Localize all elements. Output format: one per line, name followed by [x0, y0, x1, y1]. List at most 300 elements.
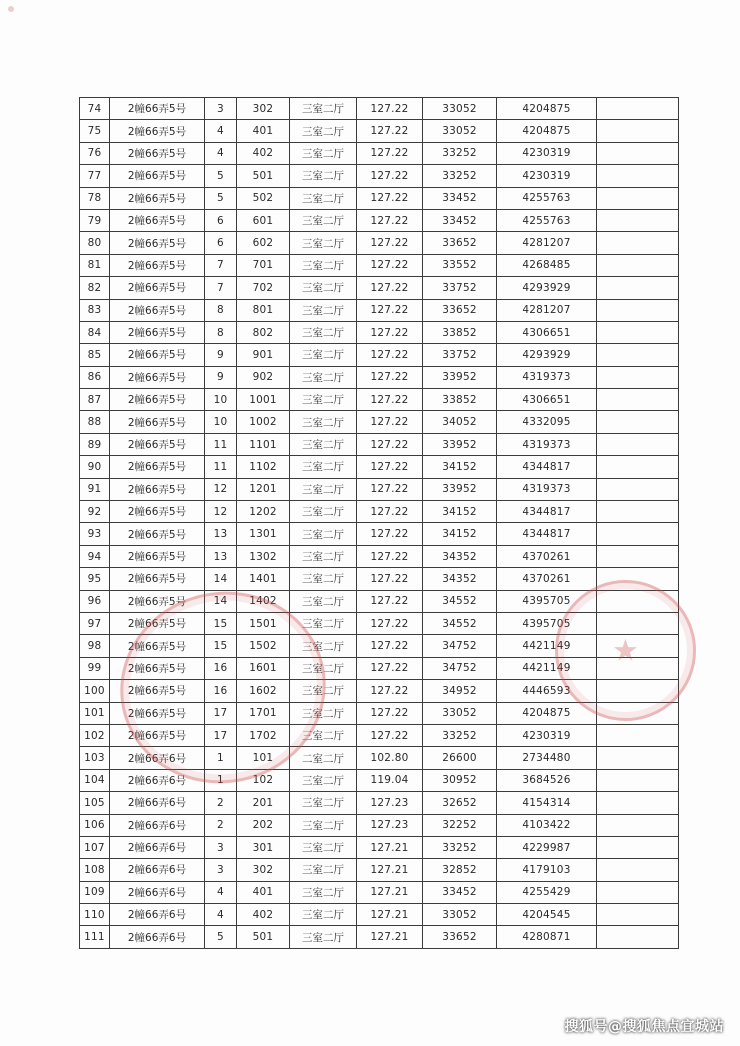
cell-remarks	[597, 635, 679, 657]
cell-room-number: 302	[237, 98, 290, 120]
cell-total-price: 4421149	[497, 635, 597, 657]
cell-row-number: 96	[80, 590, 110, 612]
cell-total-price: 3684526	[497, 769, 597, 791]
cell-building-address: 2幢66弄5号	[110, 680, 205, 702]
cell-unit-price: 34552	[423, 612, 497, 634]
cell-remarks	[597, 612, 679, 634]
table-row	[80, 411, 679, 433]
table-row	[80, 836, 679, 858]
cell-remarks	[597, 724, 679, 746]
table-row	[80, 277, 679, 299]
cell-room-number: 1302	[237, 545, 290, 567]
cell-building-address: 2幢66弄5号	[110, 209, 205, 231]
table-row	[80, 814, 679, 836]
cell-room-number: 1702	[237, 724, 290, 746]
cell-area: 127.21	[357, 881, 423, 903]
cell-remarks	[597, 232, 679, 254]
cell-remarks	[597, 769, 679, 791]
cell-total-price: 4154314	[497, 792, 597, 814]
cell-room-number: 1001	[237, 389, 290, 411]
cell-layout: 三室二厅	[290, 277, 357, 299]
cell-floor: 16	[205, 680, 237, 702]
table-row	[80, 724, 679, 746]
cell-room-number: 502	[237, 187, 290, 209]
cell-total-price: 4281207	[497, 232, 597, 254]
cell-remarks	[597, 344, 679, 366]
table-row	[80, 702, 679, 724]
table-row	[80, 456, 679, 478]
cell-layout: 三室二厅	[290, 702, 357, 724]
cell-layout: 三室二厅	[290, 98, 357, 120]
cell-floor: 6	[205, 232, 237, 254]
cell-remarks	[597, 277, 679, 299]
cell-remarks	[597, 456, 679, 478]
cell-layout: 三室二厅	[290, 836, 357, 858]
cell-room-number: 402	[237, 904, 290, 926]
cell-total-price: 2734480	[497, 747, 597, 769]
cell-layout: 三室二厅	[290, 433, 357, 455]
cell-remarks	[597, 142, 679, 164]
cell-row-number: 99	[80, 657, 110, 679]
cell-area: 127.23	[357, 792, 423, 814]
table-body	[80, 98, 679, 949]
table-row	[80, 680, 679, 702]
cell-remarks	[597, 859, 679, 881]
cell-row-number: 107	[80, 836, 110, 858]
cell-building-address: 2幢66弄6号	[110, 926, 205, 948]
cell-area: 127.22	[357, 501, 423, 523]
cell-floor: 11	[205, 456, 237, 478]
cell-layout: 三室二厅	[290, 344, 357, 366]
cell-total-price: 4395705	[497, 590, 597, 612]
cell-total-price: 4255763	[497, 209, 597, 231]
cell-building-address: 2幢66弄6号	[110, 836, 205, 858]
cell-floor: 8	[205, 299, 237, 321]
table-row	[80, 478, 679, 500]
cell-unit-price: 34152	[423, 523, 497, 545]
cell-unit-price: 33052	[423, 702, 497, 724]
cell-area: 127.22	[357, 389, 423, 411]
cell-building-address: 2幢66弄6号	[110, 747, 205, 769]
table-row	[80, 321, 679, 343]
cell-area: 127.22	[357, 568, 423, 590]
cell-layout: 三室二厅	[290, 254, 357, 276]
cell-total-price: 4204875	[497, 120, 597, 142]
cell-remarks	[597, 814, 679, 836]
cell-floor: 1	[205, 747, 237, 769]
cell-building-address: 2幢66弄5号	[110, 299, 205, 321]
cell-row-number: 80	[80, 232, 110, 254]
cell-room-number: 1402	[237, 590, 290, 612]
cell-layout: 三室二厅	[290, 769, 357, 791]
cell-layout: 三室二厅	[290, 456, 357, 478]
cell-floor: 17	[205, 702, 237, 724]
cell-building-address: 2幢66弄5号	[110, 389, 205, 411]
cell-layout: 三室二厅	[290, 545, 357, 567]
cell-area: 127.22	[357, 120, 423, 142]
cell-floor: 10	[205, 389, 237, 411]
cell-floor: 15	[205, 612, 237, 634]
cell-total-price: 4255763	[497, 187, 597, 209]
cell-row-number: 92	[80, 501, 110, 523]
table-row	[80, 344, 679, 366]
cell-area: 127.22	[357, 299, 423, 321]
cell-row-number: 88	[80, 411, 110, 433]
cell-layout: 三室二厅	[290, 926, 357, 948]
table-row	[80, 120, 679, 142]
cell-room-number: 1101	[237, 433, 290, 455]
cell-remarks	[597, 165, 679, 187]
cell-row-number: 110	[80, 904, 110, 926]
table-row	[80, 433, 679, 455]
cell-building-address: 2幢66弄5号	[110, 411, 205, 433]
cell-unit-price: 30952	[423, 769, 497, 791]
cell-room-number: 702	[237, 277, 290, 299]
cell-remarks	[597, 187, 679, 209]
cell-floor: 13	[205, 545, 237, 567]
cell-layout: 三室二厅	[290, 635, 357, 657]
cell-remarks	[597, 545, 679, 567]
cell-row-number: 85	[80, 344, 110, 366]
table-row	[80, 545, 679, 567]
cell-row-number: 91	[80, 478, 110, 500]
corner-speck	[8, 6, 14, 12]
cell-area: 127.22	[357, 411, 423, 433]
cell-area: 127.22	[357, 254, 423, 276]
cell-unit-price: 34752	[423, 657, 497, 679]
cell-floor: 5	[205, 187, 237, 209]
cell-total-price: 4255429	[497, 881, 597, 903]
cell-room-number: 1401	[237, 568, 290, 590]
cell-remarks	[597, 209, 679, 231]
cell-total-price: 4280871	[497, 926, 597, 948]
cell-room-number: 1201	[237, 478, 290, 500]
cell-row-number: 97	[80, 612, 110, 634]
cell-remarks	[597, 657, 679, 679]
cell-building-address: 2幢66弄5号	[110, 568, 205, 590]
cell-floor: 9	[205, 366, 237, 388]
cell-unit-price: 33952	[423, 433, 497, 455]
table-row	[80, 747, 679, 769]
cell-room-number: 1502	[237, 635, 290, 657]
cell-total-price: 4306651	[497, 389, 597, 411]
cell-total-price: 4319373	[497, 433, 597, 455]
table-row	[80, 232, 679, 254]
cell-room-number: 301	[237, 836, 290, 858]
table-row	[80, 389, 679, 411]
cell-row-number: 78	[80, 187, 110, 209]
cell-row-number: 111	[80, 926, 110, 948]
cell-building-address: 2幢66弄6号	[110, 859, 205, 881]
cell-unit-price: 32652	[423, 792, 497, 814]
cell-row-number: 103	[80, 747, 110, 769]
cell-floor: 5	[205, 165, 237, 187]
cell-area: 127.22	[357, 142, 423, 164]
cell-unit-price: 34952	[423, 680, 497, 702]
cell-layout: 三室二厅	[290, 366, 357, 388]
cell-building-address: 2幢66弄5号	[110, 724, 205, 746]
cell-unit-price: 33752	[423, 344, 497, 366]
cell-layout: 三室二厅	[290, 501, 357, 523]
cell-remarks	[597, 366, 679, 388]
cell-area: 127.22	[357, 523, 423, 545]
table-row	[80, 859, 679, 881]
cell-remarks	[597, 478, 679, 500]
cell-building-address: 2幢66弄5号	[110, 702, 205, 724]
cell-total-price: 4344817	[497, 456, 597, 478]
cell-room-number: 302	[237, 859, 290, 881]
cell-room-number: 602	[237, 232, 290, 254]
cell-unit-price: 32252	[423, 814, 497, 836]
cell-floor: 7	[205, 277, 237, 299]
cell-row-number: 98	[80, 635, 110, 657]
cell-room-number: 401	[237, 120, 290, 142]
cell-room-number: 101	[237, 747, 290, 769]
cell-total-price: 4344817	[497, 523, 597, 545]
cell-area: 119.04	[357, 769, 423, 791]
cell-floor: 9	[205, 344, 237, 366]
cell-row-number: 106	[80, 814, 110, 836]
cell-room-number: 501	[237, 926, 290, 948]
cell-layout: 三室二厅	[290, 232, 357, 254]
cell-remarks	[597, 590, 679, 612]
cell-row-number: 104	[80, 769, 110, 791]
cell-floor: 4	[205, 904, 237, 926]
cell-unit-price: 34152	[423, 501, 497, 523]
cell-layout: 三室二厅	[290, 120, 357, 142]
cell-area: 127.22	[357, 702, 423, 724]
table-row	[80, 187, 679, 209]
table-row	[80, 590, 679, 612]
cell-row-number: 86	[80, 366, 110, 388]
cell-building-address: 2幢66弄5号	[110, 501, 205, 523]
cell-row-number: 108	[80, 859, 110, 881]
cell-area: 127.22	[357, 232, 423, 254]
cell-remarks	[597, 747, 679, 769]
cell-area: 127.21	[357, 836, 423, 858]
cell-row-number: 77	[80, 165, 110, 187]
cell-area: 127.22	[357, 98, 423, 120]
cell-floor: 12	[205, 501, 237, 523]
cell-area: 127.22	[357, 209, 423, 231]
cell-unit-price: 34352	[423, 568, 497, 590]
cell-remarks	[597, 321, 679, 343]
cell-area: 127.21	[357, 859, 423, 881]
cell-remarks	[597, 680, 679, 702]
cell-unit-price: 33252	[423, 165, 497, 187]
table-row	[80, 254, 679, 276]
cell-room-number: 1202	[237, 501, 290, 523]
cell-building-address: 2幢66弄5号	[110, 590, 205, 612]
cell-row-number: 105	[80, 792, 110, 814]
cell-row-number: 89	[80, 433, 110, 455]
cell-building-address: 2幢66弄5号	[110, 456, 205, 478]
cell-layout: 三室二厅	[290, 165, 357, 187]
cell-total-price: 4446593	[497, 680, 597, 702]
cell-row-number: 84	[80, 321, 110, 343]
cell-room-number: 401	[237, 881, 290, 903]
cell-floor: 4	[205, 881, 237, 903]
cell-remarks	[597, 120, 679, 142]
cell-remarks	[597, 881, 679, 903]
cell-room-number: 501	[237, 165, 290, 187]
cell-area: 127.22	[357, 456, 423, 478]
table-row	[80, 769, 679, 791]
cell-building-address: 2幢66弄5号	[110, 433, 205, 455]
cell-building-address: 2幢66弄5号	[110, 612, 205, 634]
cell-building-address: 2幢66弄5号	[110, 478, 205, 500]
cell-unit-price: 33552	[423, 254, 497, 276]
cell-layout: 三室二厅	[290, 209, 357, 231]
cell-layout: 三室二厅	[290, 568, 357, 590]
cell-unit-price: 26600	[423, 747, 497, 769]
cell-floor: 3	[205, 836, 237, 858]
table-row	[80, 792, 679, 814]
cell-total-price: 4204875	[497, 98, 597, 120]
cell-total-price: 4204875	[497, 702, 597, 724]
cell-unit-price: 34752	[423, 635, 497, 657]
cell-floor: 5	[205, 926, 237, 948]
cell-room-number: 601	[237, 209, 290, 231]
cell-total-price: 4395705	[497, 612, 597, 634]
cell-building-address: 2幢66弄6号	[110, 881, 205, 903]
table-row	[80, 501, 679, 523]
cell-building-address: 2幢66弄5号	[110, 277, 205, 299]
cell-row-number: 90	[80, 456, 110, 478]
cell-total-price: 4319373	[497, 366, 597, 388]
cell-area: 127.22	[357, 545, 423, 567]
cell-layout: 三室二厅	[290, 657, 357, 679]
cell-building-address: 2幢66弄5号	[110, 187, 205, 209]
cell-unit-price: 34352	[423, 545, 497, 567]
cell-remarks	[597, 926, 679, 948]
cell-unit-price: 33652	[423, 299, 497, 321]
cell-layout: 三室二厅	[290, 590, 357, 612]
cell-remarks	[597, 792, 679, 814]
cell-building-address: 2幢66弄5号	[110, 523, 205, 545]
cell-layout: 三室二厅	[290, 881, 357, 903]
cell-room-number: 1002	[237, 411, 290, 433]
cell-area: 127.22	[357, 590, 423, 612]
table-row	[80, 904, 679, 926]
cell-floor: 3	[205, 859, 237, 881]
cell-room-number: 1301	[237, 523, 290, 545]
cell-layout: 三室二厅	[290, 478, 357, 500]
cell-floor: 4	[205, 120, 237, 142]
cell-area: 127.22	[357, 635, 423, 657]
cell-total-price: 4229987	[497, 836, 597, 858]
cell-room-number: 701	[237, 254, 290, 276]
cell-floor: 11	[205, 433, 237, 455]
cell-building-address: 2幢66弄5号	[110, 165, 205, 187]
cell-row-number: 79	[80, 209, 110, 231]
cell-floor: 14	[205, 568, 237, 590]
cell-remarks	[597, 501, 679, 523]
cell-unit-price: 33452	[423, 187, 497, 209]
cell-total-price: 4293929	[497, 277, 597, 299]
cell-floor: 6	[205, 209, 237, 231]
cell-unit-price: 32852	[423, 859, 497, 881]
cell-unit-price: 33952	[423, 478, 497, 500]
cell-total-price: 4230319	[497, 142, 597, 164]
cell-area: 127.22	[357, 321, 423, 343]
cell-unit-price: 33252	[423, 724, 497, 746]
cell-unit-price: 34552	[423, 590, 497, 612]
cell-building-address: 2幢66弄6号	[110, 792, 205, 814]
cell-unit-price: 33252	[423, 836, 497, 858]
cell-room-number: 1102	[237, 456, 290, 478]
cell-layout: 三室二厅	[290, 411, 357, 433]
table-row	[80, 657, 679, 679]
cell-building-address: 2幢66弄5号	[110, 232, 205, 254]
cell-unit-price: 33452	[423, 881, 497, 903]
cell-room-number: 1501	[237, 612, 290, 634]
cell-building-address: 2幢66弄5号	[110, 321, 205, 343]
cell-row-number: 94	[80, 545, 110, 567]
cell-remarks	[597, 836, 679, 858]
cell-layout: 三室二厅	[290, 724, 357, 746]
cell-unit-price: 33752	[423, 277, 497, 299]
table-row	[80, 366, 679, 388]
cell-unit-price: 33052	[423, 98, 497, 120]
cell-row-number: 74	[80, 98, 110, 120]
cell-floor: 4	[205, 142, 237, 164]
cell-area: 127.22	[357, 277, 423, 299]
cell-room-number: 201	[237, 792, 290, 814]
cell-layout: 三室二厅	[290, 321, 357, 343]
cell-area: 102.80	[357, 747, 423, 769]
cell-row-number: 87	[80, 389, 110, 411]
cell-unit-price: 34052	[423, 411, 497, 433]
cell-building-address: 2幢66弄6号	[110, 769, 205, 791]
table-row	[80, 165, 679, 187]
cell-area: 127.21	[357, 904, 423, 926]
cell-unit-price: 33452	[423, 209, 497, 231]
cell-room-number: 1701	[237, 702, 290, 724]
cell-unit-price: 33052	[423, 120, 497, 142]
cell-floor: 7	[205, 254, 237, 276]
cell-area: 127.21	[357, 926, 423, 948]
cell-floor: 17	[205, 724, 237, 746]
star-icon: ★	[612, 633, 639, 668]
cell-floor: 1	[205, 769, 237, 791]
cell-floor: 3	[205, 98, 237, 120]
cell-row-number: 102	[80, 724, 110, 746]
cell-row-number: 81	[80, 254, 110, 276]
cell-floor: 16	[205, 657, 237, 679]
cell-row-number: 93	[80, 523, 110, 545]
cell-total-price: 4370261	[497, 545, 597, 567]
table-row	[80, 635, 679, 657]
cell-area: 127.22	[357, 165, 423, 187]
cell-room-number: 402	[237, 142, 290, 164]
cell-area: 127.22	[357, 724, 423, 746]
cell-floor: 13	[205, 523, 237, 545]
cell-total-price: 4421149	[497, 657, 597, 679]
cell-row-number: 82	[80, 277, 110, 299]
table-row	[80, 612, 679, 634]
cell-total-price: 4230319	[497, 724, 597, 746]
cell-building-address: 2幢66弄5号	[110, 635, 205, 657]
cell-remarks	[597, 98, 679, 120]
cell-layout: 三室二厅	[290, 612, 357, 634]
cell-unit-price: 33852	[423, 321, 497, 343]
cell-total-price: 4319373	[497, 478, 597, 500]
cell-total-price: 4332095	[497, 411, 597, 433]
cell-layout: 三室二厅	[290, 389, 357, 411]
table-row	[80, 299, 679, 321]
cell-area: 127.22	[357, 187, 423, 209]
